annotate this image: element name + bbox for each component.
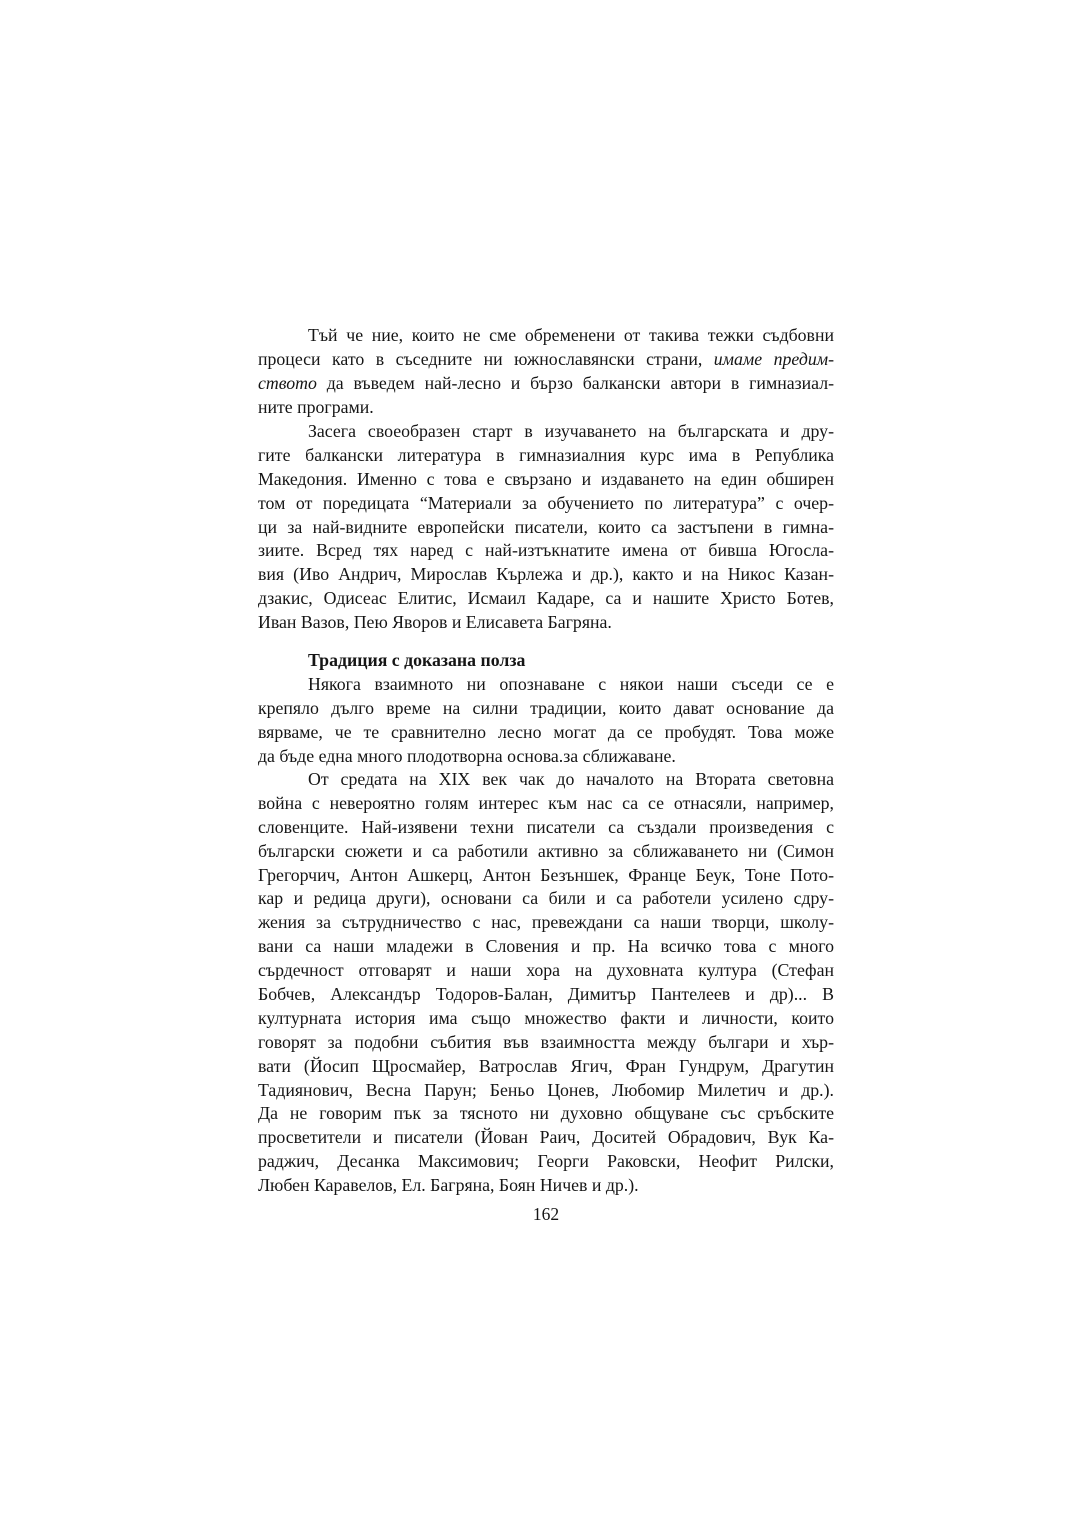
text-line: вани са наши младежи в Словения и пр. На всичко това с много: [258, 936, 834, 957]
page-number: 162: [532, 1204, 560, 1224]
text-run: процеси като в съседните ни южнославянски страни,: [258, 348, 714, 369]
text-line: Любен Каравелов, Ел. Багряна, Боян Ничев и др.).: [258, 1175, 639, 1196]
text-line: Грегорчич, Антон Ашкерц, Антон Безъншек, Франце Беук, Тоне Пото-: [258, 864, 834, 885]
text-line: Иван Вазов, Пею Яворов и Елисавета Багряна.: [258, 612, 612, 633]
text-line: вия (Иво Андрич, Мирослав Кърлежа и др.), както и на Никос Казан-: [258, 564, 834, 585]
text-line: От средата на ХІХ век чак до началото на Втората световна: [308, 769, 834, 789]
text-line: кар и редица други), основани са били и са работели усилено сдру-: [258, 888, 834, 909]
text-line: Някога взаимното ни опознаване с някои наши съседи се е: [308, 674, 834, 694]
text-line: зиите. Всред тях наред с най-изтъкнатите имена от бивша Югосла-: [258, 540, 834, 561]
text-line: сърдечност отговарят и наши хора на духовната култура (Стефан: [258, 960, 834, 981]
text-line: жения за сътрудничество с нас, превеждани са наши творци, школу-: [258, 912, 834, 933]
text-line: ните програми.: [258, 396, 374, 417]
text-line: вати (Йосип Щросмайер, Ватрослав Ягич, Фран Гундрум, Драгутин: [258, 1055, 834, 1076]
text-line: Македония. Именно с това е свързано и издаването на един обширен: [258, 468, 834, 489]
text-line: вярваме, че те сравнително лесно могат да се пробудят. Това може: [258, 721, 834, 742]
emphasis-text: имаме предим-: [713, 348, 834, 369]
text-line: Бобчев, Александър Тодоров-Балан, Димитър Пантелеев и др)... В: [258, 984, 834, 1005]
paragraph-2: [258, 420, 834, 635]
text-line: крепяло дълго време на силни традиции, които дават основание да: [258, 697, 834, 718]
text-line: том от поредицата “Материали за обучението по литература” с очер-: [258, 492, 834, 513]
text-line: просветители и писатели (Йован Раич, Доситей Обрадович, Вук Ка-: [258, 1127, 834, 1148]
emphasis-text: ството: [258, 372, 317, 393]
paragraph-4: [258, 768, 834, 1198]
text-line: Да не говорим пък за тясното ни духовно общуване със сръбските: [258, 1103, 834, 1124]
section-heading: Традиция с доказана полза: [308, 650, 526, 670]
text-line: словенците. Най-изявени техни писатели са създали произведения с: [258, 816, 834, 837]
section-heading-block: [258, 649, 834, 673]
text-line: български сюжети и са работили активно за сближаването ни (Симон: [258, 840, 834, 861]
text-line: гите балкански литература в гимназиалния курс има в Република: [258, 444, 834, 465]
paragraph-3: [258, 673, 834, 769]
text-line: да бъде една много плодотворна основа.за сближаване.: [258, 745, 676, 766]
text-line: Тадиянович, Весна Парун; Беньо Цонев, Любомир Милетич и др.).: [258, 1079, 834, 1100]
text-line: война с невероятно голям интерес към нас са се отнасяли, например,: [258, 792, 834, 813]
paragraph-1: [258, 324, 834, 420]
text-line: [258, 348, 834, 372]
text-line: Засега своеобразен старт в изучаването на българската и дру-: [308, 421, 834, 441]
text-line: ци за най-видните европейски писатели, които са застъпени в гимна-: [258, 516, 834, 537]
text-line: говорят за подобни събития във взаимността между българи и хър-: [258, 1031, 834, 1052]
text-line: Тъй че ние, които не сме обременени от такива тежки съдбовни: [308, 325, 834, 345]
text-line: [258, 372, 834, 396]
text-run: да въведем най-лесно и бързо балкански автори в гимназиал-: [316, 372, 834, 393]
text-line: дзакис, Одисеас Елитис, Исмаил Кадаре, са и нашите Христо Ботев,: [258, 588, 834, 609]
text-line: раджич, Десанка Максимович; Георги Раковски, Неофит Рилски,: [258, 1151, 834, 1172]
text-line: културната история има също множество факти и личности, които: [258, 1007, 834, 1028]
